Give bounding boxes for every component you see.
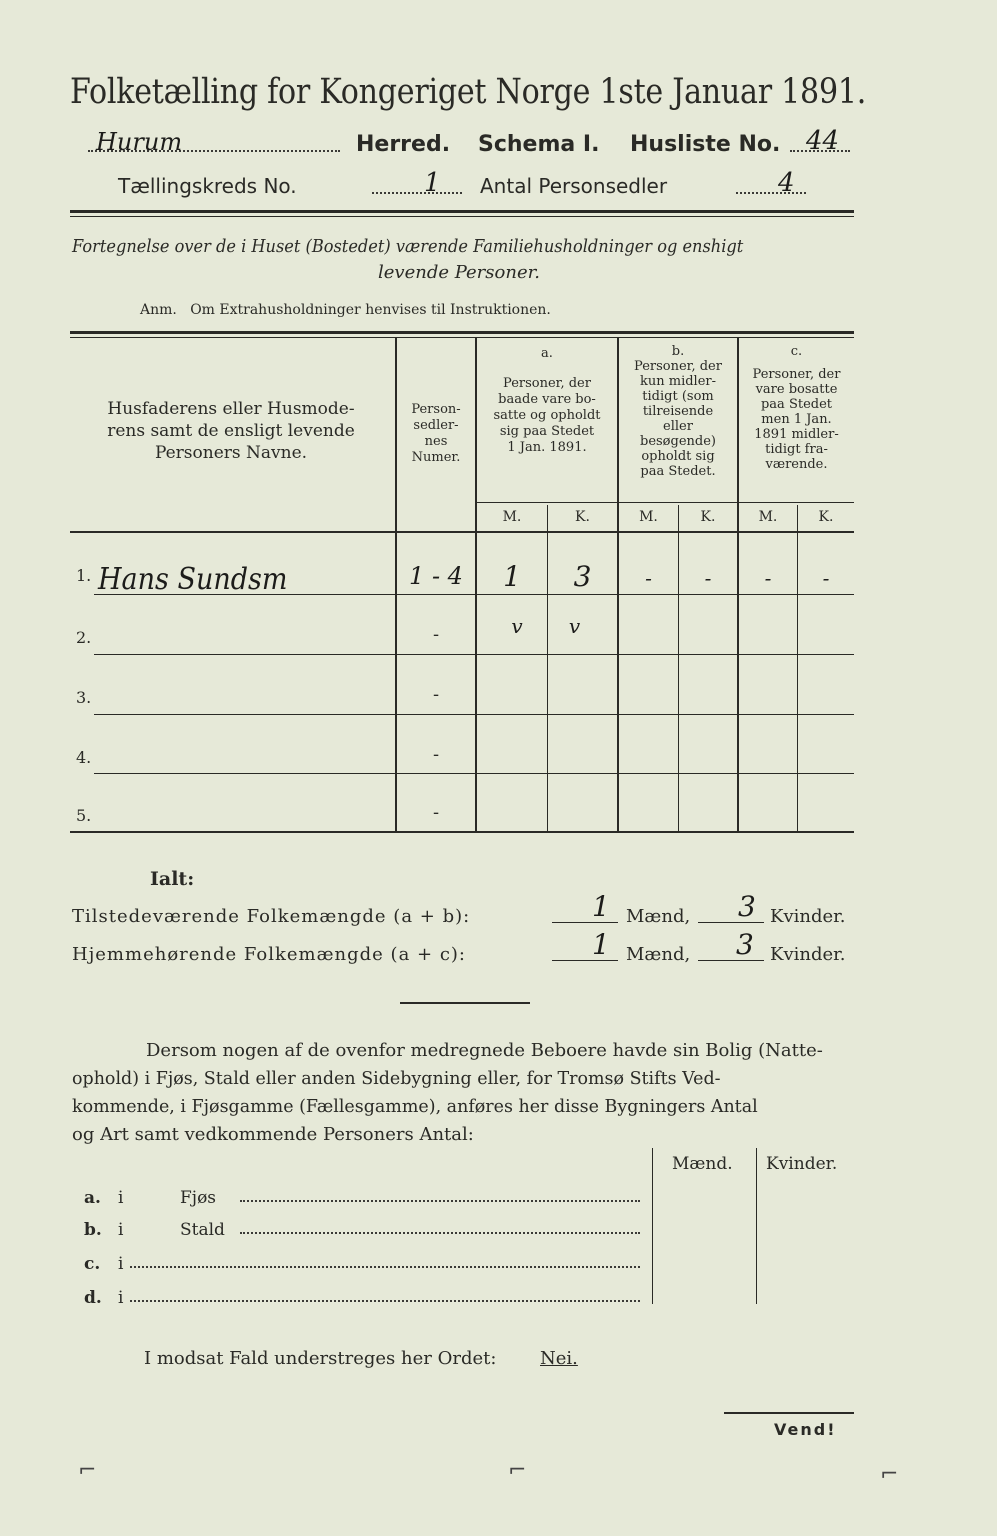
col-b-text-7: opholdt sig [641, 449, 715, 464]
col-name-header-l2: rens samt de ensligt levende [107, 421, 355, 441]
bld-d-i: i [118, 1288, 124, 1308]
row-1-c-m: - [764, 566, 772, 590]
row-1-personsedler: 1 - 4 [409, 562, 463, 590]
hjemme-k-line [698, 960, 764, 961]
row-3-number: 3. [76, 688, 92, 707]
col-b-header [619, 344, 737, 479]
para-line-4: og Art samt vedkommende Personers Antal: [72, 1124, 474, 1145]
bld-a-dots [240, 1200, 640, 1202]
col-divider-am [547, 505, 548, 831]
bld-maend-header: Mænd. [672, 1154, 733, 1174]
tilstede-label: Tilstedeværende Folkemængde (a + b): [72, 906, 471, 927]
tilstede-kvinder: Kvinder. [770, 906, 846, 927]
herred-label: Herred. [356, 132, 451, 157]
row-1-name: Hans Sundsm [98, 562, 288, 597]
header-rule-thin [70, 216, 854, 217]
mk-header-rule-c [739, 502, 854, 503]
hjemme-m-value: 1 [592, 928, 610, 961]
bld-a-i: i [118, 1188, 124, 1208]
table-top-rule [70, 331, 854, 334]
col-c-text-7: værende. [765, 457, 828, 472]
col-a-text-3: satte og opholdt [493, 408, 601, 423]
taellingskreds-value: 1 [424, 168, 441, 198]
col-a-text-4: sig paa Stedet [499, 424, 595, 439]
bld-a-letter: a. [84, 1188, 101, 1208]
col-c-letter: c. [790, 344, 803, 359]
herred-dotted-line [88, 150, 340, 152]
row-4-line [94, 773, 854, 774]
row-2-a-k: v [568, 614, 581, 638]
col-b-text-8: paa Stedet. [640, 464, 716, 479]
bld-c-dots [130, 1266, 640, 1268]
col-b-text-1: Personer, der [634, 359, 722, 374]
row-2-line [94, 654, 854, 655]
husliste-value: 44 [806, 126, 840, 156]
col-c-text-4: men 1 Jan. [761, 412, 832, 427]
col-b-text-4: tilreisende [642, 404, 714, 419]
para-line-1: Dersom nogen af de ovenfor medregnede Beboere havde sin Bolig (Natte- [146, 1040, 823, 1061]
para-line-2: ophold) i Fjøs, Stald eller anden Sidebygning eller, for Tromsø Stifts Ved- [72, 1068, 721, 1089]
row-2-personsedler: - [432, 624, 440, 645]
intro-line-2: levende Personer. [378, 262, 540, 283]
form-title: Folketælling for Kongeriget Norge 1ste Januar 1891. [70, 72, 867, 112]
antal-label: Antal Personsedler [480, 174, 668, 198]
col-num-header-l4: Numer. [411, 450, 461, 465]
taellingskreds-dotted-line [372, 192, 462, 194]
row-3-personsedler: - [432, 684, 440, 705]
col-a-header [477, 346, 617, 456]
tilstede-k-value: 3 [738, 890, 756, 923]
antal-value: 4 [778, 168, 795, 198]
corner-mark-left: ⌐ [78, 1458, 97, 1483]
hjemme-maend: Mænd, [626, 944, 691, 965]
bld-kvinder-header: Kvinder. [766, 1154, 838, 1174]
col-c-text-1: Personer, der [752, 367, 841, 382]
bld-a-label: Fjøs [180, 1188, 217, 1208]
col-a-text-5: 1 Jan. 1891. [507, 440, 587, 455]
header-rule-thick [70, 210, 854, 213]
row-1-a-m: 1 [503, 560, 521, 593]
hjemme-k-value: 3 [736, 928, 754, 961]
col-b-text-6: besøgende) [640, 434, 716, 449]
mk-header-rule-b [619, 502, 737, 503]
col-b-text-2: kun midler- [639, 374, 717, 389]
bld-divider-1 [652, 1148, 653, 1304]
bld-b-dots [240, 1232, 640, 1234]
row-5-number: 5. [76, 806, 92, 825]
col-a-text-2: baade vare bo- [498, 392, 596, 407]
bld-b-label: Stald [180, 1220, 225, 1240]
row-1-b-k: - [704, 566, 712, 590]
b-m-header: M. [639, 509, 658, 525]
row-2-a-m: v [511, 614, 523, 638]
row-4-number: 4. [76, 748, 92, 767]
corner-mark-center: ⌐ [508, 1458, 527, 1483]
col-num-header-l1: Person- [411, 402, 461, 417]
col-a-letter: a. [541, 346, 553, 361]
row-1-a-k: 3 [573, 560, 592, 593]
col-b-text-3: tidigt (som [642, 389, 714, 404]
tilstede-m-value: 1 [592, 890, 610, 923]
bld-b-i: i [118, 1220, 124, 1240]
c-k-header: K. [818, 509, 834, 525]
row-4-personsedler: - [432, 744, 440, 765]
row-1-b-m: - [645, 566, 652, 590]
col-c-header [739, 344, 854, 472]
col-num-header [397, 402, 475, 466]
col-divider-bm [678, 505, 679, 831]
bld-c-letter: c. [84, 1254, 101, 1274]
taellingskreds-label: Tællingskreds No. [118, 174, 297, 198]
row-2-number: 2. [76, 628, 92, 647]
husliste-label: Husliste No. [630, 132, 781, 157]
corner-mark-right: ⌐ [880, 1462, 899, 1487]
bld-b-letter: b. [84, 1220, 102, 1240]
row-1-number: 1. [76, 566, 92, 585]
col-b-text-5: eller [663, 419, 693, 434]
bld-d-letter: d. [84, 1288, 102, 1308]
c-m-header: M. [758, 509, 778, 525]
col-name-header-l1: Husfaderens eller Husmode- [107, 399, 355, 419]
col-b-letter: b. [671, 344, 685, 359]
para-line-3: kommende, i Fjøsgamme (Fællesgamme), anføres her disse Bygningers Antal [72, 1096, 758, 1117]
col-divider-cm [797, 505, 798, 831]
anm-note: Anm. Om Extrahusholdninger henvises til Instruktionen. [140, 302, 551, 318]
bld-c-i: i [118, 1254, 124, 1274]
row-5-personsedler: - [432, 802, 440, 823]
bld-divider-2 [756, 1148, 757, 1304]
vend-rule [724, 1412, 854, 1414]
a-m-header: M. [502, 509, 522, 525]
schema-label: Schema I. [478, 132, 600, 157]
hjemme-label: Hjemmehørende Folkemængde (a + c): [72, 944, 466, 965]
col-c-text-3: paa Stedet [760, 397, 833, 412]
intro-line-1: Fortegnelse over de i Huset (Bostedet) værende Familiehusholdninger og enshigt [72, 236, 744, 257]
ialt-label: Ialt: [150, 868, 195, 890]
col-c-text-5: 1891 midler- [754, 427, 839, 442]
herred-value: Hurum [96, 128, 183, 156]
col-c-text-2: vare bosatte [755, 382, 838, 397]
col-a-text-1: Personer, der [503, 376, 591, 391]
section-separator [400, 1002, 530, 1004]
col-num-header-l3: nes [424, 434, 448, 449]
mk-header-rule-a [477, 502, 617, 503]
bld-d-dots [130, 1300, 640, 1302]
nei-word: Nei. [540, 1348, 578, 1369]
col-num-header-l2: sedler- [413, 418, 459, 433]
col-name-header [70, 398, 392, 464]
a-k-header: K. [575, 509, 590, 525]
row-3-line [94, 714, 854, 715]
vend-label: Vend! [774, 1420, 837, 1439]
antal-dotted-line [736, 192, 806, 194]
row-1-c-k: - [822, 566, 830, 590]
tilstede-maend: Mænd, [626, 906, 691, 927]
col-name-header-l3: Personers Navne. [154, 443, 308, 463]
modsat-text: I modsat Fald understreges her Ordet: [144, 1348, 497, 1369]
col-c-text-6: tidigt fra- [765, 442, 828, 457]
hjemme-kvinder: Kvinder. [770, 944, 846, 965]
b-k-header: K. [700, 509, 716, 525]
